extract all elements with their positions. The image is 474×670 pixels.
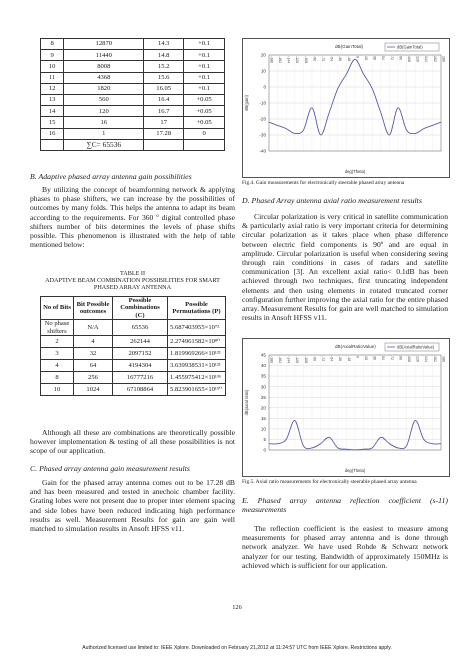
table-cell: 17 xyxy=(144,117,184,128)
x-tick-label: -90 xyxy=(312,56,317,62)
table-cell: 120 xyxy=(64,106,144,117)
chart-title: dB(GainTotal) xyxy=(335,44,364,49)
x-tick-label: -72 xyxy=(321,356,325,362)
sum-cell: ∑C= 65536 xyxy=(64,139,144,150)
table-row xyxy=(41,348,226,360)
x-tick-label: -144 xyxy=(286,56,291,64)
table-row xyxy=(41,94,225,105)
table-cell: 16 xyxy=(41,128,64,139)
table2-caption xyxy=(30,270,235,292)
table-cell: 3.639938531×10¹²¹ xyxy=(168,360,226,372)
y-tick-label: 5 xyxy=(263,437,266,443)
table-cell: +0.1 xyxy=(184,61,225,72)
table-row xyxy=(41,72,225,83)
x-tick-label: 54 xyxy=(381,56,386,60)
y-tick-label: -30 xyxy=(259,132,266,138)
table-cell: 15 xyxy=(41,117,64,128)
paragraph-after-table: Although all these are combinations are theoretically possible however implementation & testing of all these possibilities is not scope of our application. xyxy=(30,428,235,456)
x-tick-label: 54 xyxy=(381,356,386,360)
x-tick-label: -144 xyxy=(286,356,291,364)
table-row xyxy=(41,320,226,336)
table-row xyxy=(41,83,225,94)
x-tick-label: 180 xyxy=(441,356,446,362)
table-cell xyxy=(144,139,184,150)
y-tick-label: 10 xyxy=(260,68,266,74)
table-cell: 262144 xyxy=(113,336,168,348)
chart-title: dB(AxialRatioValue) xyxy=(335,344,376,349)
y-axis-label: dB(gain) xyxy=(244,95,249,111)
x-tick-label: -72 xyxy=(321,56,325,62)
table-cell: No phase shifters xyxy=(41,320,74,336)
table-cell xyxy=(184,139,225,150)
y-tick-label: 10 xyxy=(260,426,266,432)
table-cell: 3 xyxy=(41,348,74,360)
x-tick-label: -108 xyxy=(303,356,308,364)
y-tick-label: 35 xyxy=(260,373,266,379)
x-tick-label: -126 xyxy=(295,56,300,64)
x-axis-label: deg(Theta) xyxy=(344,169,366,174)
table-cell: 1.819969266×10¹²¹ xyxy=(168,348,226,360)
table-cell: 15.2 xyxy=(144,61,184,72)
table-cell: 8 xyxy=(41,372,74,384)
table-sum-row xyxy=(41,139,225,150)
table2-caption-line3: PHASED ARRAY ANTENNA xyxy=(93,284,172,292)
table-cell: 11 xyxy=(41,72,64,83)
section-e-heading: E. Phased array antenna reflection coefficient (s-11) measurements xyxy=(242,496,448,515)
table-cell: 64 xyxy=(74,360,113,372)
x-axis-label: deg(Theta) xyxy=(344,468,366,473)
table-cell: +0.1 xyxy=(184,83,225,94)
fig4-caption: Fig.4. Gain measurements for electronically steerable phased array antenna xyxy=(242,180,405,186)
x-tick-label: 18 xyxy=(364,356,368,360)
page-number: 126 xyxy=(232,604,242,611)
table-cell: 67108864 xyxy=(113,384,168,396)
table-cell: 8 xyxy=(41,39,64,50)
table-cell: 17.28 xyxy=(144,128,184,139)
header-bit-outcomes: Bit Possible outcomes xyxy=(74,297,113,320)
x-tick-label: 36 xyxy=(372,56,377,60)
x-tick-label: 108 xyxy=(407,356,411,362)
y-tick-label: 15 xyxy=(260,415,266,421)
table2-caption-line1: TABLE II xyxy=(119,270,146,277)
section-e-paragraph: The reflection coefficient is the easiest to measure among measurements for phased array antenna and is done through network analyzer. We have used Rohde & Schwarz network analyzer for our testing. Bandwidth of approximately 150MHz is achieved which is sufficient for our application. xyxy=(242,524,448,570)
table-cell: 4194304 xyxy=(113,360,168,372)
fig4-chart-frame xyxy=(242,38,450,178)
table-cell: 1820 xyxy=(64,83,144,94)
x-tick-label: 36 xyxy=(372,356,377,360)
y-tick-label: -20 xyxy=(259,116,266,122)
table-cell: 1 xyxy=(64,128,144,139)
table-cell: 2 xyxy=(41,336,74,348)
section-c-heading: C. Phased array antenna gain measurement results xyxy=(30,464,190,473)
table-row xyxy=(41,39,225,50)
x-tick-label: 126 xyxy=(415,56,420,62)
x-tick-label: 126 xyxy=(415,356,420,362)
table-row xyxy=(41,128,225,139)
table-row xyxy=(41,61,225,72)
x-tick-label: 72 xyxy=(389,356,394,360)
x-tick-label: 90 xyxy=(398,356,403,360)
y-tick-label: -10 xyxy=(259,100,266,106)
y-tick-label: 0 xyxy=(263,447,266,453)
table-row xyxy=(41,336,226,348)
x-tick-label: -54 xyxy=(329,56,334,62)
x-tick-label: 108 xyxy=(407,56,411,62)
table-cell: 16.4 xyxy=(144,94,184,105)
x-tick-label: -36 xyxy=(338,56,343,62)
table-cell: 5.687403955×10⁷² xyxy=(168,320,226,336)
gain-table xyxy=(40,38,225,151)
table-cell: 16.05 xyxy=(144,83,184,94)
x-tick-label: -180 xyxy=(269,356,274,364)
table-cell: 10 xyxy=(41,61,64,72)
table-cell: 15.6 xyxy=(144,72,184,83)
y-tick-label: 25 xyxy=(260,394,266,400)
x-tick-label: 0 xyxy=(355,56,360,58)
table-cell: 560 xyxy=(64,94,144,105)
table-cell: +0.05 xyxy=(184,106,225,117)
table-cell: 32 xyxy=(74,348,113,360)
combination-table xyxy=(40,296,226,396)
x-tick-label: 162 xyxy=(432,56,437,62)
section-d-heading: D. Phased Array antenna axial ratio measurement results xyxy=(242,196,422,205)
section-b-heading: B. Adaptive phased array antenna gain possibilities xyxy=(30,172,192,181)
x-tick-label: 144 xyxy=(424,356,429,362)
y-axis-label: dB(axial ratio) xyxy=(244,389,249,416)
table-cell: 16777216 xyxy=(113,372,168,384)
x-tick-label: -54 xyxy=(329,356,334,362)
table-cell: 256 xyxy=(74,372,113,384)
x-tick-label: 162 xyxy=(432,356,437,362)
table-row xyxy=(41,384,226,396)
table-cell: 5.823901655×10¹⁵⁰ xyxy=(168,384,226,396)
gain-chart xyxy=(243,39,449,177)
x-tick-label: -162 xyxy=(278,356,282,364)
table-cell: 11440 xyxy=(64,50,144,61)
x-tick-label: -126 xyxy=(295,356,300,364)
table-row xyxy=(41,360,226,372)
x-tick-label: -180 xyxy=(269,56,274,64)
table-cell: 65536 xyxy=(113,320,168,336)
table-cell: 16.7 xyxy=(144,106,184,117)
x-tick-label: 90 xyxy=(398,56,403,60)
table-cell: 16 xyxy=(64,117,144,128)
table-row xyxy=(41,50,225,61)
table-cell: 10 xyxy=(41,384,74,396)
y-tick-label: 40 xyxy=(260,363,266,369)
x-tick-label: -90 xyxy=(312,356,317,362)
x-tick-label: -108 xyxy=(303,56,308,64)
legend-label: dB(GainTotal) xyxy=(397,44,423,50)
table-cell: 2.274961582×10⁸⁰ xyxy=(168,336,226,348)
table-cell: 14 xyxy=(41,106,64,117)
section-d-paragraph: Circular polarization is very critical in satellite communication & particularly axial ratio is very important criteria for determining circular polarization as it takes place when phase difference between electric field components is 90º and are equal in amplitude. Circular polarization is useful when considering seeing through rain conditions in cases of radars and satellite communication [3]. An excellent axial ratio< 0.1dB has been achieved through two techniques, first truncating independent elements and then using elements in rotated truncated corner configuration further improving the axial ratio for the entire phased array. Measurement Results for gain are well matched to simulation results in Ansoft HFSS v11. xyxy=(242,212,448,323)
header-combinations: Possible Combinations (C) xyxy=(113,297,168,320)
header-permutations: Possible Permutations (P) xyxy=(168,297,226,320)
footer-notice: Authorized licensed use limited to: IEEE Xplore. Downloaded on February 21,2012 at 11:24:57 UTC from IEEE Xplore. Restrictions apply. xyxy=(82,645,392,651)
table-cell: +0.1 xyxy=(184,50,225,61)
x-tick-label: -36 xyxy=(338,356,343,362)
table-cell: 2097152 xyxy=(113,348,168,360)
table-cell: 0 xyxy=(184,128,225,139)
table-row xyxy=(41,117,225,128)
x-tick-label: 144 xyxy=(424,56,429,62)
x-tick-label: 180 xyxy=(441,56,446,62)
table-cell: 8008 xyxy=(64,61,144,72)
table-cell: 4 xyxy=(41,360,74,372)
section-c-paragraph: Gain for the phased array antenna comes out to be 17.28 dB and has been measured and tested in anechoic chamber facility. Grating lobes were not present due to proper inter element spacing and side lobes have been reduced indicating high performance results as well. Measurement Results for gain are gain well matched to simulation results in Ansoft HFSS v11. xyxy=(30,478,235,534)
x-tick-label: 0 xyxy=(355,356,360,358)
table-cell xyxy=(41,139,64,150)
table-cell: 4 xyxy=(74,336,113,348)
y-tick-label: 30 xyxy=(260,384,266,390)
header-no-of-bits: No of Bits xyxy=(41,297,74,320)
table-cell: 14.8 xyxy=(144,50,184,61)
table-row xyxy=(41,106,225,117)
axial-ratio-chart xyxy=(243,339,449,476)
table-cell: 13 xyxy=(41,94,64,105)
table2-caption-line2: ADAPTIVE BEAM COMBINATION POSSIBILITIES FOR SMART xyxy=(45,277,220,285)
x-tick-label: -162 xyxy=(278,56,282,64)
y-tick-label: -40 xyxy=(259,148,266,154)
table-cell: +0.05 xyxy=(184,94,225,105)
table-cell: +0.05 xyxy=(184,117,225,128)
section-b-paragraph: By utilizing the concept of beamforming network & applying phases to phase shifters, we can increase by the possibilities of outcomes by many folds. This helps the antenna to adapt its beam according to the requirements. For 360 º digital controlled phase shifters number of bits determines the levels of phase shifts possible. This phenomenon is illustrated with the help of table mentioned below: xyxy=(30,185,235,250)
fig5-chart-frame xyxy=(242,338,450,477)
y-tick-label: 20 xyxy=(260,52,266,58)
table-cell: +0.1 xyxy=(184,72,225,83)
table-row xyxy=(41,372,226,384)
x-tick-label: -18 xyxy=(346,56,351,62)
x-tick-label: -18 xyxy=(346,356,351,362)
table-cell: 1.455975412×10¹³⁶ xyxy=(168,372,226,384)
x-tick-label: 18 xyxy=(364,56,368,60)
y-tick-label: 45 xyxy=(260,352,266,358)
table-cell: 1024 xyxy=(74,384,113,396)
table-cell: +0.1 xyxy=(184,39,225,50)
table-cell: 12870 xyxy=(64,39,144,50)
x-tick-label: 72 xyxy=(389,56,394,60)
y-tick-label: 0 xyxy=(263,84,266,90)
table-cell: 14.3 xyxy=(144,39,184,50)
y-tick-label: 20 xyxy=(260,405,266,411)
table-cell: 9 xyxy=(41,50,64,61)
table-cell: N/A xyxy=(74,320,113,336)
legend-label: dB(AxialRatioValue) xyxy=(397,344,435,350)
table-cell: 4368 xyxy=(64,72,144,83)
table-cell: 12 xyxy=(41,83,64,94)
fig5-caption: Fig.5. Axial ratio measurements for electronically steerable phased array antenna xyxy=(242,479,417,485)
